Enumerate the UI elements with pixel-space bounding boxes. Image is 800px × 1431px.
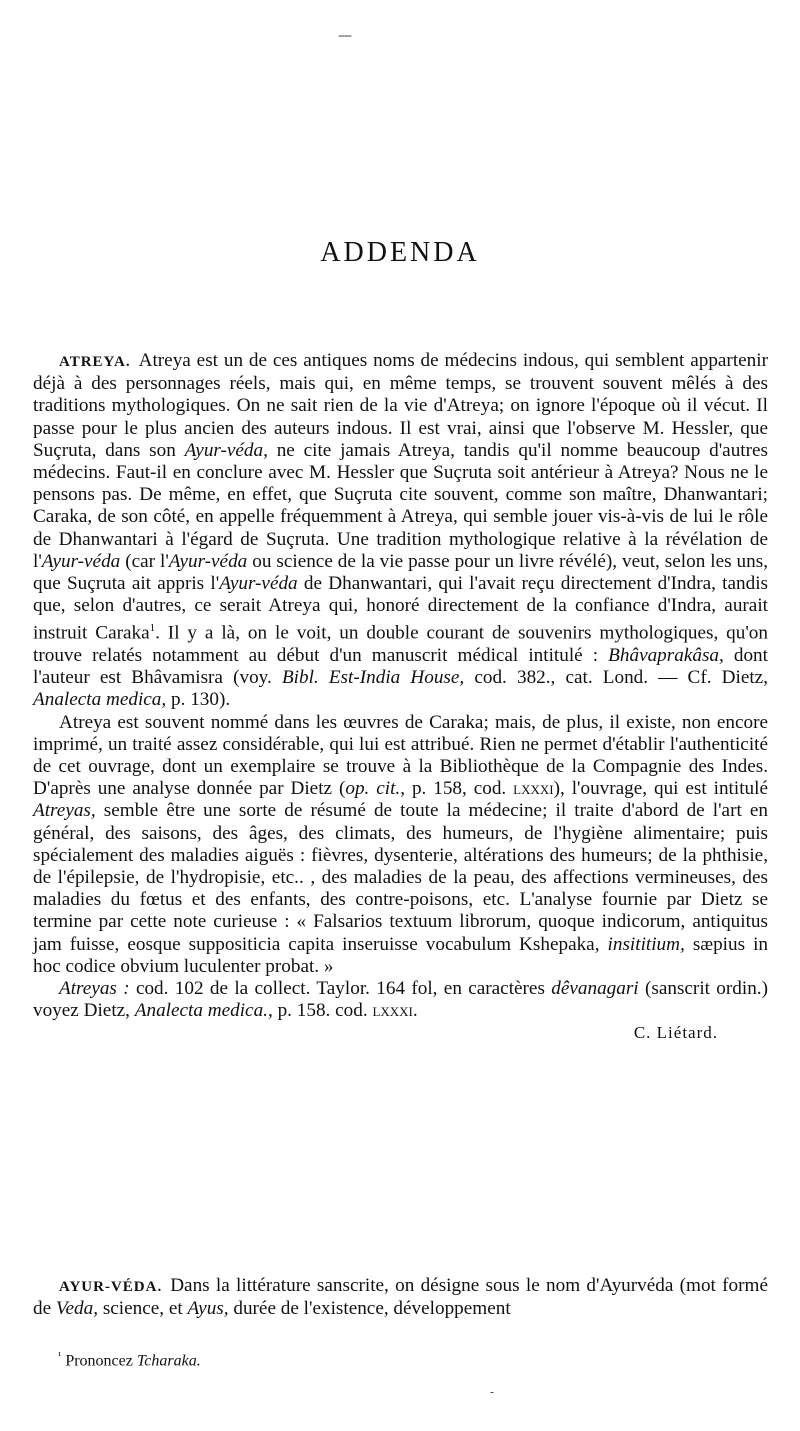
italic-text: Atreyas : [59,978,130,1000]
page-title: ADDENDA [320,236,480,268]
text: ), l'ouvrage, qui est intitulé [553,778,768,800]
footnote-marker: ¹ [58,1350,62,1362]
italic-text: Veda, [55,1298,99,1320]
italic-text: insititium, [607,933,685,955]
text: durée de l'existence, développement [228,1298,511,1320]
footnote-italic: Tcharaka. [136,1352,201,1370]
text: (car l' [120,550,169,572]
text: p. 130). [166,689,231,711]
text: semble être une sorte de résumé de toute la médecine; il traite d'abord de l'art en général, des saisons, des âges, des climats, des humeurs, de l'hygiène alimentaire; puis spécialement des maladies aiguës : fièvres, dysenterie, altérations des humeurs; de la phthisie, de l'épilepsie, de l'hydropisie, etc.. , des maladies de la peau, des affections vermineuses, des maladies du fœtus et des enfants, des contre-poisons, etc. L'analyse fournie par Dietz se termine par cette note curieuse : « Falsarios textuum librorum, quoque indicorum, antiquitus jam fuisse, eosque suppositicia capita inseruisse vocabulum Kshepaka, [33,800,768,955]
entry-atreya [33,350,768,1045]
footnote [58,1350,201,1370]
italic-text: Analecta medica, [33,689,167,711]
text: dont l'auteur est Bhâvamisra (voy. [33,645,768,689]
ayurveda-heading: AYUR-VÉDA. [59,1279,163,1295]
text: Dans la littérature sanscrite, on désigne sous le nom d'Ayurvéda (mot formé de [33,1275,768,1320]
italic-text: Bhâvaprakâsa, [608,645,724,667]
atreya-paragraph-2 [33,712,768,978]
italic-text: Ayur-véda [41,550,121,572]
text: p. 158. cod. [272,1000,373,1022]
italic-text: Ayur-véda, [184,439,268,461]
text: ne cite jamais Atreya, tandis qu'il nomme beaucoup d'autres médecins. Faut-il en conclure avec M. Hessler que Suçruta soit antérieur à Atreya? Nous ne le pensons pas. De même, en effet, que Suçruta cite souvent, comme son maître, Dhanwantari; Caraka, de son côté, en appelle fréquemment à Atreya, qui semble jouer vis-à-vis de lui le rôle de Dhanwantari à l'égard de Suçruta. Une tradition mythologique relative à la révélation de l' [33,439,768,572]
top-page-mark: — [338,28,354,44]
atreya-heading: ATREYA. [59,354,131,370]
entry-ayurveda [33,1275,768,1320]
atreya-paragraph-1 [33,350,768,712]
italic-text: Ayur-véda [168,550,248,572]
italic-text: Atreyas, [33,800,96,822]
author-signature: C. Liétard. [633,1023,718,1043]
italic-text: dêvanagari [551,978,639,1000]
ayurveda-paragraph [33,1275,768,1320]
atreya-reference [33,978,768,1022]
text: Atreya est souvent nommé dans les œuvres de Caraka; mais, de plus, il existe, non encore imprimé, un traité assez considérable, qui lui est attribué. Rien ne permet d'établir l'authenticité de cet ouvrage, dont un exemplaire se trouve à la Bibliothèque de la Compagnie des Indes. D'après une analyse donnée par Dietz ( [33,711,768,800]
text: Atreya est un de ces antiques noms de médecins indous, qui semblent appartenir déjà à des personnages réels, mais qui, en même temps, se trouvent souvent mêlés à des traditions mythologiques. On ne sait rien de la vie d'Atreya; on ignore l'époque où il vécut. Il passe pour le plus ancien des auteurs indous. Il est vrai, ainsi que l'observe M. Hessler, que Suçruta, dans son [33,350,768,461]
small-caps-text: lxxxi. [372,1000,418,1022]
text: science, et [98,1298,188,1320]
italic-text: Ayus, [187,1298,229,1320]
italic-text: Bibl. Est-India House, [281,667,465,689]
footnote-text: Prononcez [65,1352,133,1370]
italic-text: op. cit., [345,778,406,800]
text: cod. 102 de la collect. Taylor. 164 fol, en caractères [129,978,552,1000]
italic-text: Analecta medica., [134,1000,273,1022]
text: (sanscrit ordin.) voyez Dietz, [33,978,768,1022]
text: de Dhanwantari, qui l'avait reçu directement d'Indra, tandis que, selon d'autres, ce serait Atreya qui, honoré directement de la confiance d'Indra, aurait instruit Caraka [33,573,768,644]
text: sæpius in hoc codice obvium luculenter probat. » [33,933,768,977]
text: p. 158, cod. [405,778,514,800]
text: ou science de la vie passe pour un livre révélé), veut, selon les uns, que Suçruta ait appris l' [33,550,768,595]
italic-text: Ayur-véda [219,573,298,595]
bottom-page-mark: - [490,1385,495,1399]
text: . Il y a là, on le voit, un double courant de souvenirs mythologiques, qu'on trouve relatés notamment au début d'un manuscrit médical intitulé : [33,622,768,667]
footnote-reference: 1 [149,622,156,635]
small-caps-text: lxxxi [513,778,554,800]
text: cod. 382., cat. Lond. — Cf. Dietz, [464,667,768,689]
